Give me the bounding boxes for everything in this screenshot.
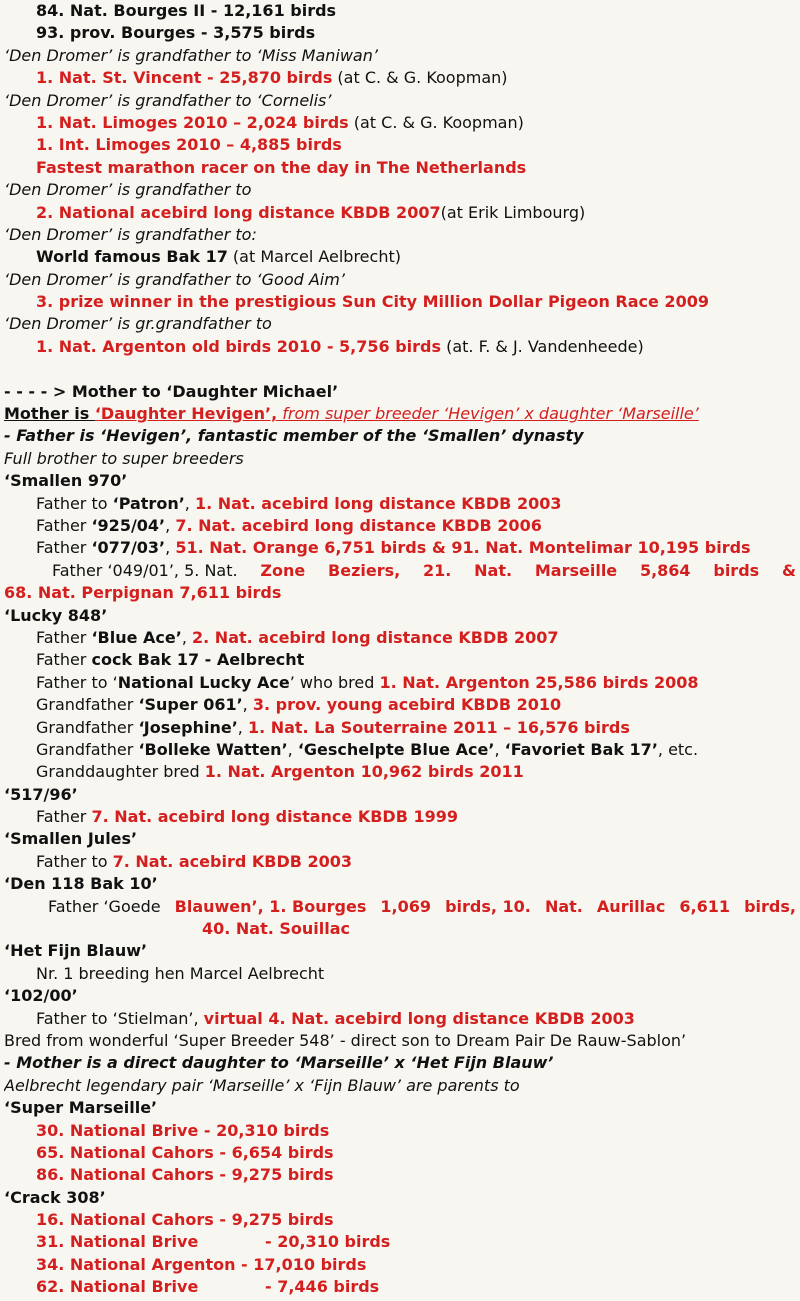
text-line: ‘Den 118 Bak 10’ [4, 874, 158, 894]
text-line: ‘Den Dromer’ is gr.grandfather to [4, 314, 272, 334]
bold-text: ‘925/04’ [91, 515, 166, 535]
bold-text: cock Bak 17 - Aelbrecht [91, 650, 305, 670]
text-line: 84. Nat. Bourges II - 12,161 birds [36, 1, 337, 20]
bold-text: ‘Patron’ [112, 493, 185, 513]
text-line [4, 67, 796, 89]
text-line: ‘Het Fijn Blauw’ [4, 941, 148, 961]
text-line [4, 694, 796, 716]
result-text: ‘Daughter Hevigen’, [94, 404, 278, 424]
text-line: ‘Super Marseille’ [4, 1098, 158, 1118]
bold-text: ‘Geschelpte Blue Ace’ [297, 739, 495, 759]
text-span: Father [36, 650, 92, 670]
text-line [4, 515, 796, 537]
result-text: 7. Nat. acebird long distance KBDB 2006 [175, 515, 542, 535]
text-span: Father to [36, 493, 113, 513]
text-line: 1. Int. Limoges 2010 – 4,885 birds [36, 135, 342, 155]
result-text: birds, [744, 896, 796, 916]
text-line: ‘Smallen 970’ [4, 471, 128, 491]
text-line: ‘Lucky 848’ [4, 605, 108, 625]
result-text: 2. National acebird long distance KBDB 2007 [36, 202, 441, 222]
result-text: 51. Nat. Orange 6,751 birds & 91. Nat. Montelimar 10,195 birds [175, 538, 751, 558]
text-line [4, 403, 796, 425]
result-text: 1. Nat. Argenton old birds 2010 - 5,756 birds [36, 336, 442, 356]
text-line [4, 739, 796, 761]
result-text: 1. Nat. Argenton 10,962 birds 2011 [204, 762, 524, 782]
result-text: Nat. [474, 560, 513, 580]
text-line [4, 537, 796, 559]
text-line [4, 336, 796, 358]
result-text: - 7,446 birds [265, 1277, 380, 1297]
text-span: , [184, 493, 195, 513]
result-text: from super breeder ‘Hevigen’ x daughter ‘Marseille’ [277, 404, 699, 424]
bold-text: ‘Super 061’ [138, 695, 243, 715]
result-text: 1,069 [380, 896, 432, 916]
result-text: 6,611 [679, 896, 730, 916]
text-line: - Mother is a direct daughter to ‘Marseille’ x ‘Het Fijn Blauw’ [4, 1053, 554, 1073]
text-line [4, 761, 796, 783]
bold-text: World famous Bak 17 [36, 247, 228, 267]
note-text: (at. F. & J. Vandenheede) [441, 336, 644, 356]
result-text: Zone [260, 560, 306, 580]
text-line: ‘Den Dromer’ is grandfather to [4, 180, 252, 200]
text-line [4, 649, 796, 671]
result-text: 1. Nat. acebird long distance KBDB 2003 [194, 493, 562, 513]
result-text: 2. Nat. acebird long distance KBDB 2007 [192, 627, 559, 647]
result-text: & [781, 560, 796, 580]
text-span: , [181, 627, 193, 647]
result-text: 1. Nat. Argenton 25,586 birds 2008 [379, 672, 699, 692]
text-line: 30. National Brive - 20,310 birds [36, 1120, 330, 1140]
text-span: , [165, 515, 176, 535]
text-line: ‘102/00’ [4, 986, 78, 1006]
note-text: (at C. & G. Koopman) [332, 68, 508, 88]
result-text: Blauwen’, 1. Bourges [174, 896, 367, 916]
result-text: 3. prov. young acebird KBDB 2010 [252, 695, 562, 715]
text-line [4, 112, 796, 134]
text-line: - - - - > Mother to ‘Daughter Michael’ [4, 381, 339, 401]
text-line: 34. National Argenton - 17,010 birds [36, 1254, 367, 1274]
text-line [4, 627, 796, 649]
text-line: Aelbrecht legendary pair ‘Marseille’ x ‘Fijn Blauw’ are parents to [4, 1075, 520, 1095]
text-span: Father [36, 538, 92, 558]
result-text: Marseille [534, 560, 618, 580]
result-text: 7. Nat. acebird KBDB 2003 [112, 851, 353, 871]
result-text: birds [713, 560, 760, 580]
text-span: ’ who bred [289, 672, 380, 692]
text-line: Fastest marathon racer on the day in The Netherlands [36, 157, 527, 177]
text-span: Father to ‘ [36, 672, 118, 692]
text-span: , [287, 739, 298, 759]
text-span: , [165, 538, 176, 558]
result-text: 1. Nat. St. Vincent - 25,870 birds [36, 68, 333, 88]
note-text: (at Erik Limbourg) [440, 202, 586, 222]
text-span: Father [36, 807, 92, 827]
text-line [4, 672, 796, 694]
justified-line [4, 896, 796, 918]
text-line [4, 246, 796, 268]
text-span: Father [36, 627, 92, 647]
text-line [4, 493, 796, 515]
text-line: ‘Den Dromer’ is grandfather to ‘Good Aim’ [4, 269, 345, 289]
text-line: ‘Den Dromer’ is grandfather to ‘Miss Maniwan’ [4, 45, 378, 65]
text-line [4, 1008, 796, 1030]
result-text: Nat. [544, 896, 583, 916]
text-line [4, 202, 796, 224]
result-text: Beziers, [328, 560, 401, 580]
text-line: ‘Den Dromer’ is grandfather to: [4, 224, 257, 244]
text-span: Father to [36, 851, 113, 871]
text-line: Full brother to super breeders [4, 448, 244, 468]
text-line: 68. Nat. Perpignan 7,611 birds [4, 583, 282, 603]
bold-text: ‘Josephine’ [138, 717, 238, 737]
text-span: , [237, 717, 248, 737]
result-text: - 20,310 birds [265, 1232, 391, 1252]
text-span: Granddaughter bred [36, 762, 205, 782]
text-span: Grandfather [36, 717, 139, 737]
result-text: 5,864 [639, 560, 691, 580]
note-text: (at C. & G. Koopman) [348, 112, 524, 132]
result-text: birds, 10. [445, 896, 531, 916]
text-line: 86. National Cahors - 9,275 birds [36, 1165, 334, 1185]
result-text: Aurillac [596, 896, 666, 916]
text-line: ‘Den Dromer’ is grandfather to ‘Cornelis’ [4, 90, 332, 110]
result-text: 21. [423, 560, 452, 580]
text-span: , [242, 695, 253, 715]
text-span: Father ‘049/01’, 5. Nat. [52, 560, 238, 580]
text-line: 93. prov. Bourges - 3,575 birds [36, 23, 316, 43]
text-line [4, 717, 796, 739]
text-line: ‘517/96’ [4, 784, 78, 804]
underlined-text: Mother is [4, 404, 95, 424]
justified-line [4, 560, 796, 582]
bold-text: ‘Favoriet Bak 17’ [504, 739, 658, 759]
text-span: Father [36, 515, 92, 535]
text-line [4, 806, 796, 828]
text-span: Father ‘Goede [48, 896, 161, 916]
note-text: (at Marcel Aelbrecht) [227, 247, 401, 267]
text-line [4, 1231, 796, 1253]
text-line: Nr. 1 breeding hen Marcel Aelbrecht [36, 963, 325, 983]
bold-text: ‘Bolleke Watten’ [138, 739, 288, 759]
text-line: 65. National Cahors - 6,654 birds [36, 1142, 334, 1162]
bold-text: ‘077/03’ [91, 538, 166, 558]
bold-text: ‘Blue Ace’ [91, 627, 182, 647]
text-line: Bred from wonderful ‘Super Breeder 548’ - direct son to Dream Pair De Rauw-Sablon’ [4, 1030, 687, 1050]
text-span: , [494, 739, 505, 759]
text-line: 40. Nat. Souillac [202, 919, 351, 939]
text-line: ‘Smallen Jules’ [4, 829, 138, 849]
text-line [4, 1276, 796, 1298]
text-line: - Father is ‘Hevigen’, fantastic member of the ‘Smallen’ dynasty [4, 426, 584, 446]
blank-line [4, 358, 796, 380]
text-span: , etc. [657, 739, 699, 759]
result-text: 31. National Brive [36, 1232, 199, 1252]
text-line: 3. prize winner in the prestigious Sun City Million Dollar Pigeon Race 2009 [36, 292, 709, 312]
result-text: 62. National Brive [36, 1277, 199, 1297]
result-text: 1. Nat. La Souterraine 2011 – 16,576 birds [247, 717, 630, 737]
text-line: ‘Crack 308’ [4, 1187, 106, 1207]
text-line: 16. National Cahors - 9,275 birds [36, 1210, 334, 1230]
text-line [4, 851, 796, 873]
result-text: 1. Nat. Limoges 2010 – 2,024 birds [36, 112, 349, 132]
text-span: Grandfather [36, 739, 139, 759]
result-text: 7. Nat. acebird long distance KBDB 1999 [91, 807, 458, 827]
bold-text: National Lucky Ace [117, 672, 290, 692]
text-span: Father to ‘Stielman’, [36, 1008, 204, 1028]
result-text: virtual 4. Nat. acebird long distance KBDB 2003 [203, 1008, 635, 1028]
text-span: Grandfather [36, 695, 139, 715]
